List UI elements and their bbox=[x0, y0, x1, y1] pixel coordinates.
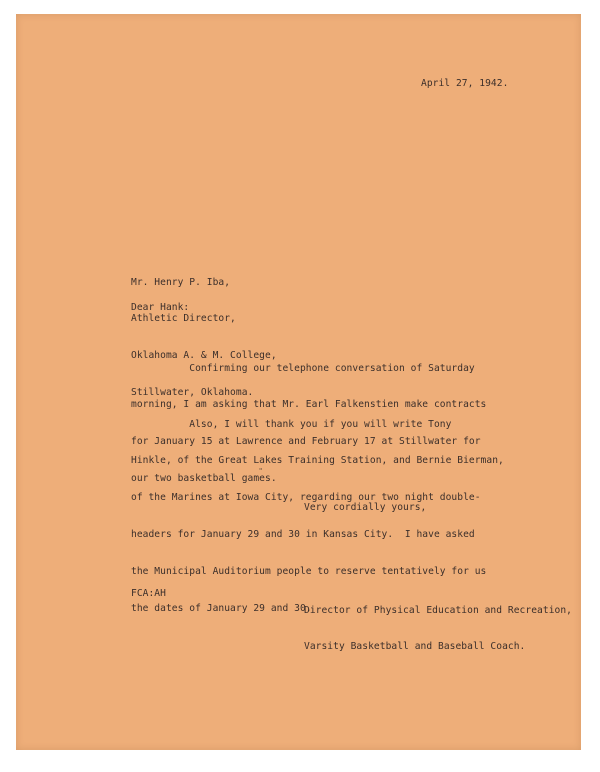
address-line: Athletic Director, bbox=[131, 313, 236, 325]
letter-page bbox=[16, 14, 581, 750]
address-line: Oklahoma A. & M. College, bbox=[131, 350, 277, 362]
complimentary-close: Very cordially yours, bbox=[304, 502, 427, 513]
signature-title-line: Varsity Basketball and Baseball Coach. bbox=[304, 641, 526, 653]
address-line: Mr. Henry P. Iba, bbox=[131, 276, 231, 288]
letter-date: April 27, 1942. bbox=[421, 78, 509, 89]
body-line: Hinkle, of the Great Lakes Training Station, and Bernie Bierman, bbox=[131, 455, 504, 467]
body-line: of the Marines at Iowa City, regarding our two night double- bbox=[131, 492, 481, 504]
handwritten-mark: " bbox=[259, 467, 263, 475]
salutation: Dear Hank: bbox=[131, 302, 190, 313]
signature-title-line: Director of Physical Education and Recreation, bbox=[304, 604, 572, 616]
address-line: Stillwater, Oklahoma. bbox=[131, 387, 254, 399]
body-line: the Municipal Auditorium people to reserve tentatively for us bbox=[131, 566, 487, 578]
signature-title-block bbox=[304, 580, 572, 678]
body-line: morning, I am asking that Mr. Earl Falkenstien make contracts bbox=[131, 399, 487, 411]
body-line: Also, I will thank you if you will write Tony bbox=[131, 418, 452, 430]
body-line: Confirming our telephone conversation of Saturday bbox=[131, 362, 475, 374]
body-line: headers for January 29 and 30 in Kansas City. I have asked bbox=[131, 529, 475, 541]
body-line: for January 15 at Lawrence and February 17 at Stillwater for bbox=[131, 436, 481, 448]
body-line: our two basketball games. bbox=[131, 473, 277, 485]
reference-initials: FCA:AH bbox=[131, 588, 166, 599]
body-line: the dates of January 29 and 30. bbox=[131, 603, 312, 615]
